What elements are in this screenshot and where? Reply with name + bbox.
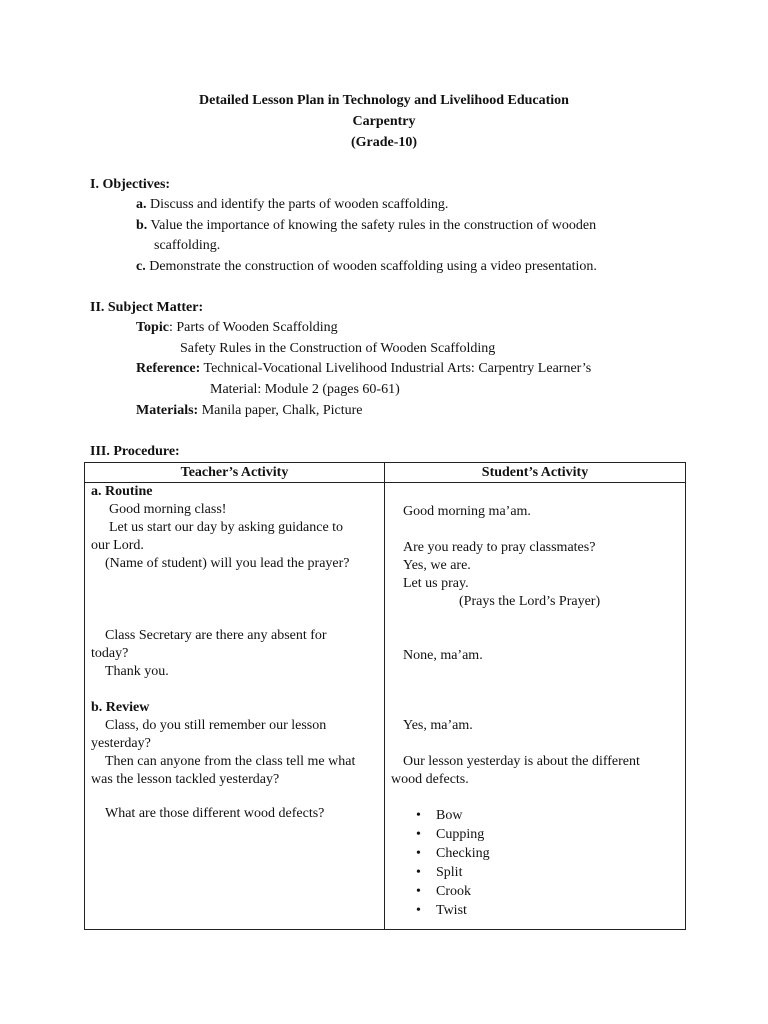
teacher-line: Let us start our day by asking guidance to: [109, 520, 344, 535]
objective-c-text: Demonstrate the construction of wooden scaffolding using a video presentation.: [149, 259, 597, 274]
objective-a: [136, 196, 448, 214]
teacher-line: yesterday?: [91, 736, 151, 751]
objective-c-label: c.: [136, 259, 146, 274]
topic-line-2: Safety Rules in the Construction of Wooden Scaffolding: [180, 341, 496, 356]
list-item: • Twist: [436, 902, 467, 920]
objective-b: [136, 217, 596, 235]
procedure-table: [84, 462, 686, 930]
objective-c: [136, 258, 597, 276]
student-line: Our lesson yesterday is about the different: [403, 754, 640, 769]
objective-a-text: Discuss and identify the parts of wooden scaffolding.: [150, 197, 449, 212]
student-activity-header: Student’s Activity: [385, 463, 686, 483]
materials-line: [136, 402, 362, 420]
list-item: • Crook: [436, 883, 471, 901]
teacher-line: our Lord.: [91, 538, 144, 553]
table-row: [85, 483, 686, 930]
objective-a-label: a.: [136, 197, 147, 212]
student-line: Are you ready to pray classmates?: [403, 540, 596, 555]
list-item: • Split: [436, 864, 462, 882]
procedure-heading: III. Procedure:: [90, 444, 180, 459]
routine-heading: a. Routine: [91, 484, 153, 499]
teacher-line: Class, do you still remember our lesson: [105, 718, 327, 733]
list-item: • Checking: [436, 845, 490, 863]
teacher-line: today?: [91, 646, 129, 661]
teacher-line: (Name of student) will you lead the prayer?: [105, 556, 350, 571]
topic-line: [136, 319, 338, 337]
teacher-line: Good morning class!: [109, 502, 227, 517]
document-subject: Carpentry: [352, 114, 416, 129]
materials-label: Materials:: [136, 403, 199, 418]
objectives-heading: I. Objectives:: [90, 177, 171, 192]
teacher-line: was the lesson tackled yesterday?: [91, 772, 280, 787]
teacher-line: Then can anyone from the class tell me what: [105, 754, 356, 769]
student-line: Yes, ma’am.: [403, 718, 473, 733]
student-activity-cell: [385, 483, 686, 930]
subject-matter-heading: II. Subject Matter:: [90, 300, 204, 315]
list-item: • Cupping: [436, 826, 484, 844]
topic-text: : Parts of Wooden Scaffolding: [168, 320, 338, 335]
student-line: (Prays the Lord’s Prayer): [459, 594, 601, 609]
reference-text: Technical-Vocational Livelihood Industrial Arts: Carpentry Learner’s: [203, 361, 592, 376]
student-line: None, ma’am.: [403, 648, 483, 663]
topic-label: Topic: [136, 320, 169, 335]
document-grade: (Grade-10): [350, 135, 418, 150]
student-line: Yes, we are.: [403, 558, 471, 573]
list-item: • Bow: [436, 807, 462, 825]
student-line: wood defects.: [391, 772, 469, 787]
reference-line: [136, 360, 591, 378]
teacher-activity-cell: [85, 483, 385, 930]
objective-b-label: b.: [136, 218, 148, 233]
teacher-line: Thank you.: [105, 664, 169, 679]
teacher-line: Class Secretary are there any absent for: [105, 628, 327, 643]
reference-line-2: Material: Module 2 (pages 60-61): [210, 382, 400, 397]
teacher-activity-header: Teacher’s Activity: [85, 463, 385, 483]
materials-text: Manila paper, Chalk, Picture: [201, 403, 363, 418]
review-heading: b. Review: [91, 700, 150, 715]
document-title: Detailed Lesson Plan in Technology and Livelihood Education: [199, 93, 569, 108]
objective-b-text: Value the importance of knowing the safety rules in the construction of wooden: [150, 218, 597, 233]
objective-b-continued: scaffolding.: [154, 238, 221, 253]
teacher-line: What are those different wood defects?: [105, 806, 325, 821]
student-line: Good morning ma’am.: [403, 504, 531, 519]
table-header-row: [85, 463, 686, 483]
reference-label: Reference:: [136, 361, 201, 376]
student-line: Let us pray.: [403, 576, 469, 591]
